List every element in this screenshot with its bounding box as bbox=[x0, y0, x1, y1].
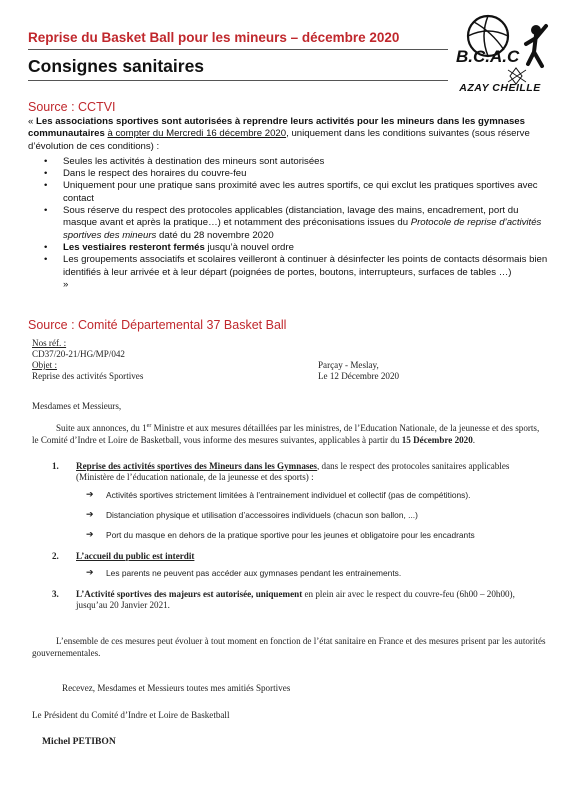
cctvi-quote bbox=[28, 116, 548, 291]
cctvi-conditions-list bbox=[28, 156, 548, 279]
list-item: ➔ Les parents ne peuvent pas accéder aux gymnases pendant les entrainements. bbox=[86, 566, 402, 578]
closing-quote: » bbox=[63, 278, 69, 290]
letter-salutation: Recevez, Mesdames et Messieurs toutes mes amitiés Sportives bbox=[62, 683, 291, 693]
list-item: ➔ Distanciation physique et utilisation d’accessoires individuels (chacun son ballon, ...) bbox=[86, 508, 418, 520]
list-item: ➔ Port du masque en dehors de la pratique sportive pour les jeunes et obligatoire pour les encadrants bbox=[86, 528, 475, 540]
logo-letters: B.C.A.C bbox=[456, 47, 520, 66]
measure-item-2: 2. L’accueil du public est interdit ➔ Les parents ne peuvent pas accéder aux gymnases pendant les entrainements. bbox=[32, 551, 546, 579]
header-rule-top bbox=[28, 49, 448, 50]
letter-reference-block bbox=[32, 338, 143, 382]
source-cctvi-heading: Source : CCTVI bbox=[28, 100, 116, 114]
letter-outro: L’ensemble de ces mesures peut évoluer à tout moment en fonction de l’état sanitaire en France et des mesures prisent par les autorités gouvernementales. bbox=[32, 636, 546, 658]
measure-item-1: 1. Reprise des activités sportives des Mineurs dans les Gymnases, dans le respect des protocoles sanitaires applicables (Ministère de l’éducation nationale, de la jeunesse et des sports) : ➔ Activités sportives strictement limitées à l’entrainement individuel et collectif (pas de compétitions). ➔ Distanciation physique et utilisation d’accessoires individuels (chacun son ballon, ...) ➔ Port du masque en dehors de la pratique sportive pour les jeunes et obligatoire pour les encadrants bbox=[32, 461, 546, 541]
source-comite-heading: Source : Comité Départemental 37 Basket Ball bbox=[28, 318, 287, 332]
measure-item-3: 3. L’Activité sportives des majeurs est autorisée, uniquement en plein air avec le respect du couvre-feu (6h00 – 20h00), jusqu’au 20 Janvier 2021. bbox=[52, 588, 515, 611]
list-item: • Sous réserve du respect des protocoles applicables (distanciation, lavage des mains, encadrement, port du masque avant et après la pratique…) et notamment des préconisations issues du Protocole de reprise d’activités sportives des mineurs daté du 28 novembre 2020 bbox=[44, 205, 542, 241]
arrow-icon: ➔ bbox=[86, 528, 94, 539]
letter-place: Parçay - Meslay, bbox=[318, 360, 379, 370]
letter-intro: Suite aux annonces, du 1er Ministre et aux mesures détaillées par les ministres, de l’Education Nationale, de la jeunesse et des sports, le Comité d’Indre et Loire de Basketball, vous informe des mesures suivantes, applicables à partir du 15 Décembre 2020. bbox=[32, 423, 540, 445]
letter-date: Le 12 Décembre 2020 bbox=[318, 371, 400, 381]
letter-greeting: Mesdames et Messieurs, bbox=[32, 401, 122, 411]
list-item: • Les groupements associatifs et scolaires veilleront à continuer à désinfecter les points de contacts désormais bien identifiés à leur arrivée et à leur départ (poignées de portes, boutons, interrupteurs, surfaces de tables …) bbox=[44, 254, 548, 278]
header-rule-bottom bbox=[28, 80, 448, 81]
measure-1-subitems bbox=[76, 490, 546, 541]
letter-president-title: Le Président du Comité d’Indre et Loire de Basketball bbox=[32, 710, 230, 720]
letter-place-date bbox=[318, 360, 399, 382]
letter-signature: Michel PETIBON bbox=[42, 736, 116, 747]
object-label: Objet : bbox=[32, 360, 58, 370]
letter-measures bbox=[32, 461, 546, 612]
list-item: ➔ Activités sportives strictement limitées à l’entrainement individuel et collectif (pas de compétitions). bbox=[86, 488, 471, 500]
ref-value: CD37/20-21/HG/MP/042 bbox=[32, 349, 125, 359]
arrow-icon: ➔ bbox=[86, 566, 94, 577]
list-item: • Les vestiaires resteront fermés jusqu’à nouvel ordre bbox=[44, 241, 294, 253]
page-title: Consignes sanitaires bbox=[28, 56, 205, 76]
list-item: • Dans le respect des horaires du couvre-feu bbox=[44, 168, 247, 180]
list-item: • Uniquement pour une pratique sans proximité avec les autres sportifs, ce qui exclut les pratiques sportives avec contact bbox=[44, 180, 538, 204]
measure-2-subitems bbox=[76, 568, 546, 579]
cctvi-intro: « Les associations sportives sont autorisées à reprendre leurs activités pour les mineurs dans les gymnases communautaires à compter du Mercredi 16 décembre 2020, uniquement dans les conditions suivantes (sous réserve d’évolution de ces conditions) : bbox=[28, 116, 530, 152]
object-value: Reprise des activités Sportives bbox=[32, 371, 144, 381]
logo-club-name: AZAY CHEILLE bbox=[459, 82, 541, 94]
arrow-icon: ➔ bbox=[86, 508, 94, 519]
arrow-icon: ➔ bbox=[86, 488, 94, 499]
list-item: • Seules les activités à destination des mineurs sont autorisées bbox=[44, 155, 325, 167]
ref-label: Nos réf. : bbox=[32, 338, 67, 348]
header-subtitle: Reprise du Basket Ball pour les mineurs – décembre 2020 bbox=[28, 30, 400, 45]
